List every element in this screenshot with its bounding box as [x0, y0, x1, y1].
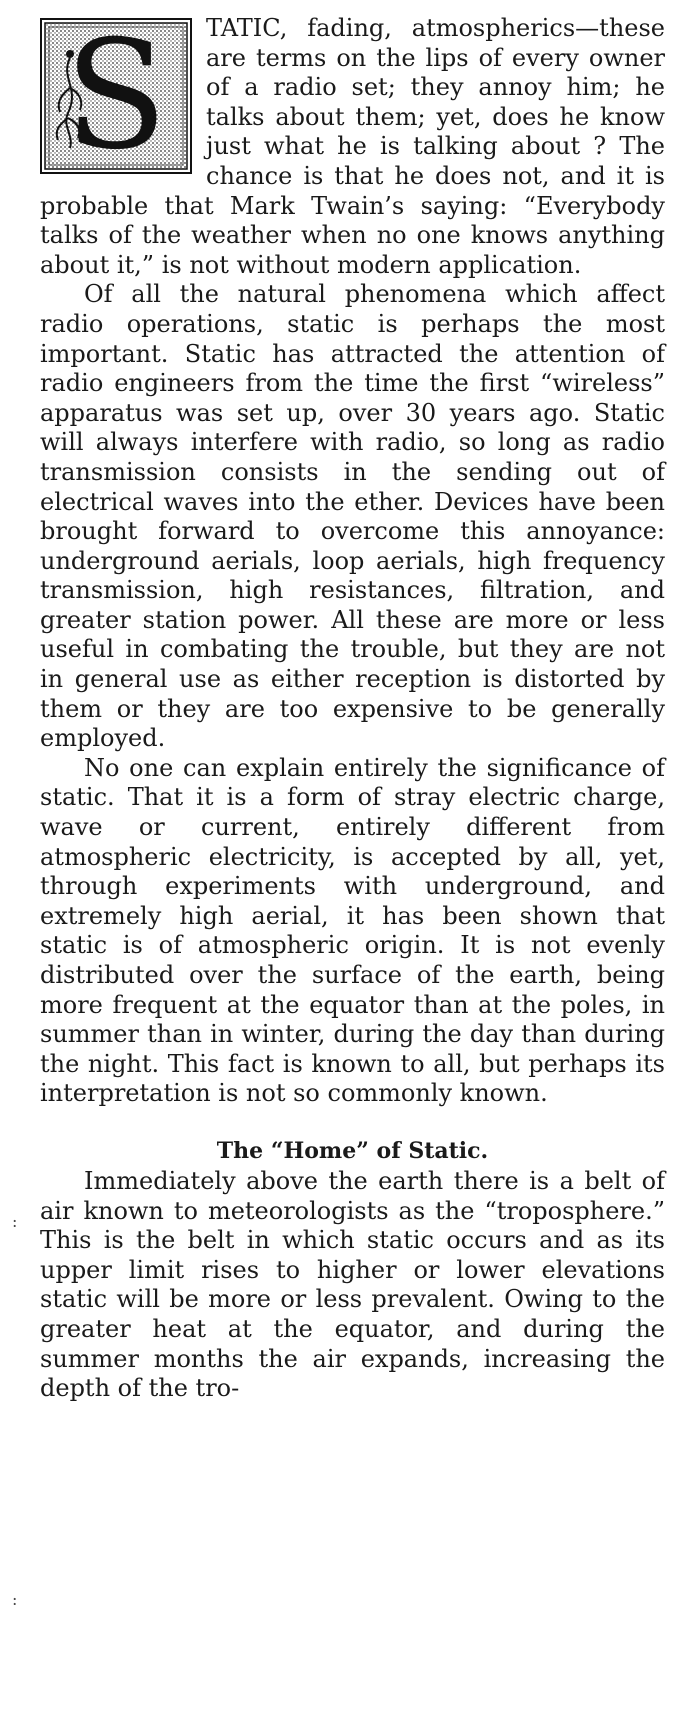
intro-paragraph: TATIC, fading, atmospherics—these are terms on the lips of every owner of a radio set; they annoy him; he talks about them; yet, does he know just what he is talking about ? The chance is that he does not, and it is probable that Mark Twain’s saying: “Everybody talks of the weather when no one knows anything about it,” is not without modern application.: [40, 14, 665, 279]
margin-mark: :: [12, 1212, 18, 1231]
article-page: [40, 9, 665, 1404]
drop-cap-letter: S: [64, 9, 168, 183]
ornamental-drop-cap: [40, 9, 192, 183]
paragraph-natural-phenomena: Of all the natural phenomena which affect radio operations, static is perhaps the most important. Static has attracted the attention of radio engineers from the time the first “wireless” apparatus was set up, over 30 years ago. Static will always interfere with radio, so long as radio transmission consists in the sending out of electrical waves into the ether. Devices have been brought forward to overcome this annoyance: underground aerials, loop aerials, high frequency transmission, high resistances, filtration, and greater station power. All these are more or less useful in combating the trouble, but they are not in general use as either reception is distorted by them or they are too expensive to be generally employed.: [40, 280, 665, 753]
margin-mark: :: [12, 1590, 18, 1609]
paragraph-significance-of-static: No one can explain entirely the significance of static. That it is a form of stray electric charge, wave or current, entirely different from atmospheric electricity, is accepted by all, yet, through experiments with underground, and extremely high aerial, it has been shown that static is of atmospheric origin. It is not evenly distributed over the surface of the earth, being more frequent at the equator than at the poles, in summer than in winter, during the day than during the night. This fact is known to all, but perhaps its interpretation is not so commonly known.: [40, 753, 665, 1108]
paragraph-troposphere: Immediately above the earth there is a belt of air known to meteorologists as the “troposphere.” This is the belt in which static occurs and as its upper limit rises to higher or lower elevations static will be more or less prevalent. Owing to the greater heat at the equator, and during the summer months the air expands, increasing the depth of the tro-: [40, 1166, 665, 1403]
section-heading: The “Home” of Static.: [216, 1137, 489, 1164]
